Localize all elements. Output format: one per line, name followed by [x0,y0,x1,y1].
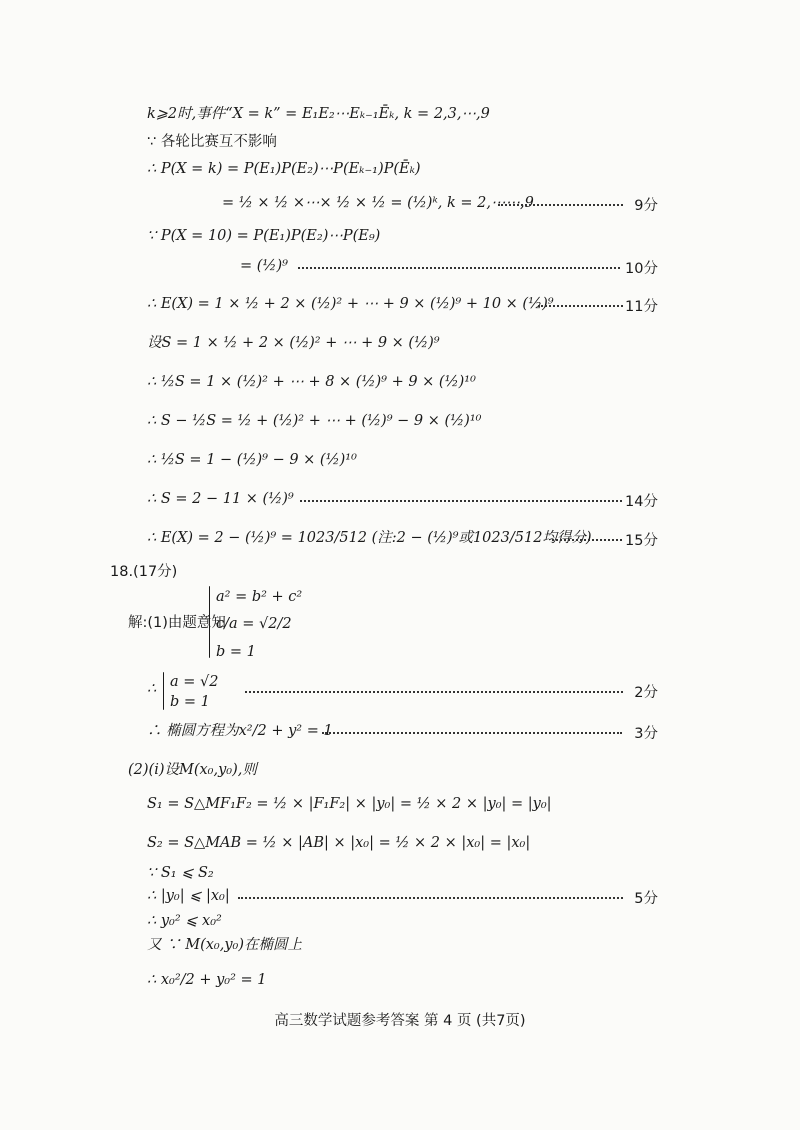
text-line [147,490,294,508]
line-text: ∴ x₀²/2 + y₀² = 1 [147,972,267,988]
score-label: 10分 [625,261,658,277]
question-number [110,563,177,581]
text-line [147,373,476,391]
system-row [216,643,256,661]
line-text: ∴ y₀² ⩽ x₀² [147,913,222,929]
text-line [147,971,267,989]
text-line [147,334,440,352]
system-row [170,673,218,691]
dot-leader [300,500,622,502]
text-line [147,105,490,123]
line-text: = (½)⁹ [240,258,288,274]
dot-leader [538,305,623,307]
line-text: (2)(i)设M(x₀,y₀),则 [128,762,257,778]
line-text: 设S = 1 × ½ + 2 × (½)² + ⋯ + 9 × (½)⁹ [147,335,440,351]
line-text: S₁ = S△MF₁F₂ = ½ × |F₁F₂| × |y₀| = ½ × 2 × |y₀| = |y₀| [147,796,552,812]
line-text: S₂ = S△MAB = ½ × |AB| × |x₀| = ½ × 2 × |x₀| = |x₀| [147,835,531,851]
line-text: ∴ S = 2 − 11 × (½)⁹ [147,491,294,507]
text-line [147,133,277,151]
line-text: ∴ |y₀| ⩽ |x₀| [147,888,230,904]
score-label: 3分 [634,726,658,742]
line-text: ∵ P(X = 10) = P(E₁)P(E₂)⋯P(E₉) [147,228,381,244]
score-label: 14分 [625,494,658,510]
text-line [147,451,357,469]
line-text: ∴ E(X) = 1 × ½ + 2 × (½)² + ⋯ + 9 × (½)⁹ + 10 × (½)⁹ [147,296,554,312]
system-row [216,615,292,633]
score-label: 5分 [634,891,658,907]
dot-leader [552,539,622,541]
system-row [216,588,302,606]
score-label: 2分 [634,685,658,701]
page-footer: 高三数学试题参考答案 第 4 页 (共7页) [274,1013,526,1029]
text-line [147,887,230,905]
dot-leader [498,204,623,206]
text-line [147,227,380,245]
line-text: 18.(17分) [110,564,178,580]
text-line [147,412,481,430]
text-line [147,529,592,547]
dot-leader [298,267,620,269]
score-label: 9分 [634,198,658,214]
line-text: ∴ P(X = k) = P(E₁)P(E₂)⋯P(Eₖ₋₁)P(Ēₖ) [147,161,421,177]
dot-leader [322,732,622,734]
text-line [147,834,530,852]
text-line [147,864,214,882]
system-row [170,693,210,711]
line-text: 又 ∵ M(x₀,y₀)在椭圆上 [147,937,302,953]
line-text: c/a = √2/2 [216,616,292,632]
line-text: 解:(1)由题意知 [128,615,226,631]
text-line [147,160,421,178]
line-text: a² = b² + c² [216,589,303,605]
line-text: ∴ ½S = 1 × (½)² + ⋯ + 8 × (½)⁹ + 9 × (½)¹⁰ [147,374,476,390]
text-line [128,761,257,779]
text-line [222,194,534,212]
text-line [147,936,302,954]
score-label: 15分 [625,533,658,549]
line-text: b = 1 [216,644,256,660]
system-brace [209,586,210,658]
line-text: a = √2 [170,674,219,690]
line-text: ∴ E(X) = 2 − (½)⁹ = 1023/512 (注:2 − (½)⁹或1023/512均得分) [147,530,592,546]
dot-leader [238,897,623,899]
line-text: b = 1 [170,694,210,710]
dot-leader [245,691,623,693]
line-text: ∴ S − ½S = ½ + (½)² + ⋯ + (½)⁹ − 9 × (½)¹⁰ [147,413,482,429]
text-line [147,912,222,930]
text-line [128,614,226,632]
line-text: ∵ 各轮比赛互不影响 [147,134,277,150]
system-brace [163,672,164,710]
text-line [147,722,333,740]
text-line [147,795,552,813]
line-text: ∴ 椭圆方程为x²/2 + y² = 1 [147,723,333,739]
line-text: ∴ ½S = 1 − (½)⁹ − 9 × (½)¹⁰ [147,452,357,468]
score-label: 11分 [625,299,658,315]
line-text: = ½ × ½ ×⋯× ½ × ½ = (½)ᵏ, k = 2,⋯⋯,9 [222,195,534,211]
text-line: ∴ [147,681,157,697]
text-line [240,257,288,275]
line-text: k⩾2时,事件“X = k” = E₁E₂⋯Eₖ₋₁Ēₖ, k = 2,3,⋯,9 [147,106,490,122]
text-line [147,295,554,313]
line-text: ∵ S₁ ⩽ S₂ [147,865,214,881]
